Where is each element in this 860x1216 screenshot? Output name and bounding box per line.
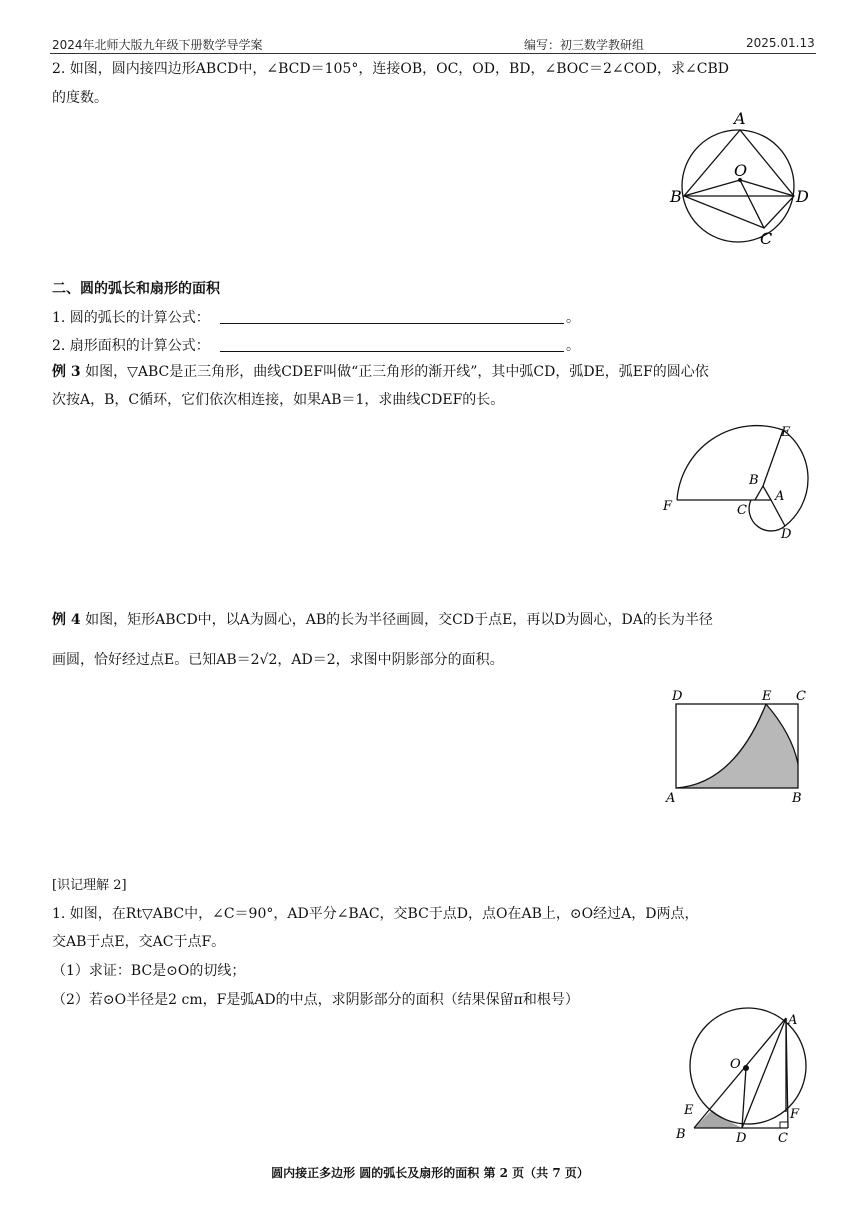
example3-text1: 如图，▽ABC是正三角形，曲线CDEF叫做“正三角形的渐开线”，其中弧CD，弧DE，弧EF的圆心依: [85, 364, 709, 380]
arc-ef: [677, 426, 783, 500]
header-left: 2024年北师大版九年级下册数学导学案: [52, 38, 263, 52]
label-c: C: [737, 503, 747, 518]
header-divider: [50, 53, 816, 54]
section2-item2: 2. 扇形面积的计算公式：: [52, 338, 210, 354]
label-b: B: [749, 473, 759, 488]
label-d: D: [781, 527, 792, 542]
label-d: D: [796, 187, 809, 206]
example4-line1: [52, 610, 713, 630]
arc-de: [783, 430, 808, 526]
section2-item1-end: 。: [566, 310, 580, 326]
segment-ob: [684, 180, 740, 196]
header-right: 2025.01.13: [746, 36, 815, 50]
label-e: E: [781, 425, 791, 440]
practice-line1: 1. 如图，在Rt▽ABC中，∠C＝90°，AD平分∠BAC，交BC于点D，点O在AB上，⊙O经过A，D两点，: [52, 906, 699, 922]
label-c: C: [778, 1131, 788, 1146]
label-f: F: [790, 1107, 800, 1122]
example3-figure: [655, 416, 825, 546]
segment-be: [763, 430, 783, 486]
section2-item1: 1. 圆的弧长的计算公式：: [52, 310, 210, 326]
header-middle: 编写：初三数学教研组: [524, 38, 645, 52]
page-footer: 圆内接正多边形 圆的弧长及扇形的面积 第 2 页（共 7 页）: [271, 1166, 589, 1180]
label-a: A: [666, 791, 676, 806]
label-d: D: [672, 689, 683, 704]
section2-item2-end: 。: [566, 338, 580, 354]
blank-line-1: [220, 323, 564, 324]
example4-line2: 画圆，恰好经过点E。已知AB＝2√2，AD＝2，求图中阴影部分的面积。: [52, 652, 504, 668]
label-o: O: [734, 161, 748, 180]
problem2-figure: [660, 102, 820, 252]
segment-oc: [740, 180, 764, 228]
segment-ab: [694, 1018, 786, 1128]
label-o: O: [730, 1057, 741, 1072]
label-e: E: [684, 1103, 694, 1118]
label-c: C: [760, 229, 773, 248]
practice-q2: （2）若⊙O半径是2 cm，F是弧AD的中点，求阴影部分的面积（结果保留π和根号）: [52, 992, 579, 1008]
label-f: F: [663, 499, 673, 514]
center-dot: [743, 1065, 749, 1071]
circle-o: [682, 130, 794, 242]
label-c: C: [796, 689, 806, 704]
segment-od: [740, 180, 794, 196]
label-b: B: [676, 1127, 686, 1142]
segment-ad: [742, 1018, 786, 1128]
right-angle-mark: [780, 1122, 788, 1128]
label-e: E: [762, 689, 772, 704]
label-a: A: [788, 1013, 798, 1028]
label-a: A: [734, 109, 746, 128]
practice-title: [识记理解 2]: [52, 878, 127, 893]
label-b: B: [670, 187, 682, 206]
triangle-abc: [755, 486, 771, 500]
practice-line2: 交AB于点E，交AC于点F。: [52, 934, 226, 950]
label-d: D: [736, 1131, 747, 1146]
practice-q1: （1）求证：BC是⊙O的切线；: [52, 963, 246, 979]
example4-text1: 如图，矩形ABCD中，以A为圆心，AB的长为半径画圆，交CD于点E，再以D为圆心，DA的长为半径: [85, 612, 713, 628]
label-a: A: [775, 489, 785, 504]
example3-label: 例 3: [52, 364, 81, 380]
problem2-line1: 2. 如图，圆内接四边形ABCD中，∠BCD＝105°，连接OB，OC，OD，BD，∠BOC＝2∠COD，求∠CBD: [52, 61, 729, 77]
example4-figure: [662, 684, 822, 806]
example3-line1: [52, 362, 709, 382]
shaded-region: [676, 704, 798, 788]
problem2-line2: 的度数。: [52, 90, 108, 106]
example3-line2: 次按A，B，C循环，它们依次相连接，如果AB＝1，求曲线CDEF的长。: [52, 392, 505, 408]
practice-figure: [672, 1006, 822, 1148]
blank-line-2: [220, 351, 564, 352]
example4-label: 例 4: [52, 612, 81, 628]
section2-title: 二、圆的弧长和扇形的面积: [52, 281, 220, 297]
label-b: B: [792, 791, 802, 806]
